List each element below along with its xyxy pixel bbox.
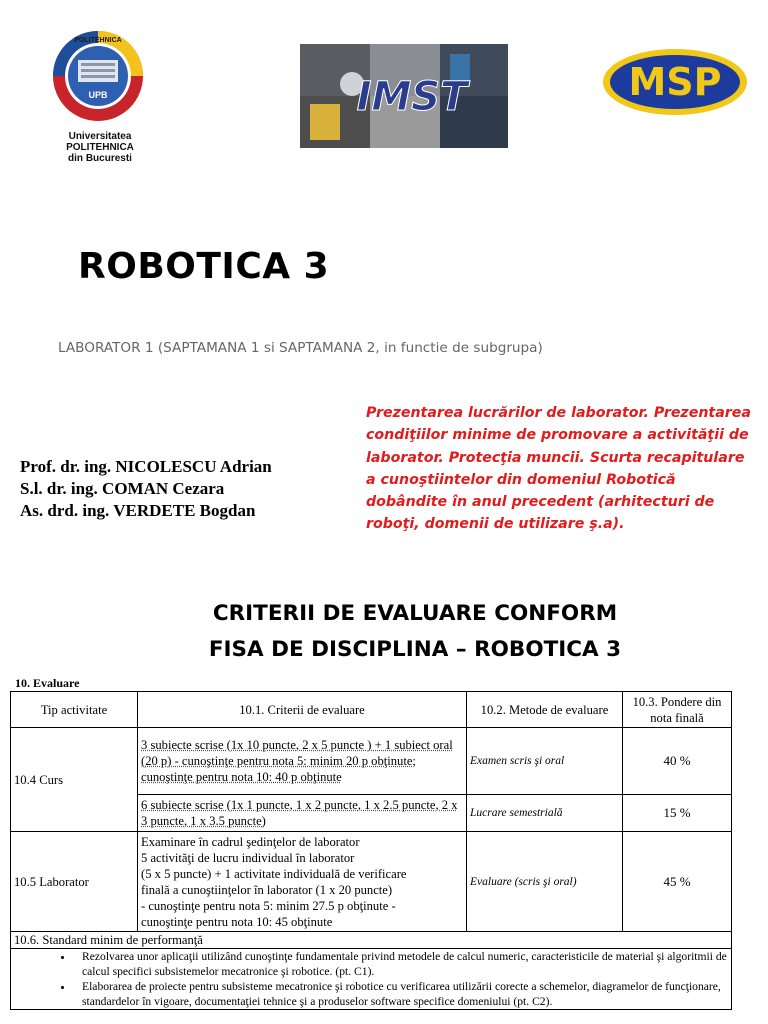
description-line: dobândite în anul precedent (arhitecturi de xyxy=(366,494,715,511)
upb-caption-line: din Bucuresti xyxy=(68,153,132,164)
criteria-title-line: CRITERII DE EVALUARE CONFORM xyxy=(212,601,618,626)
staff-member: S.l. dr. ing. COMAN Cezara xyxy=(20,479,225,498)
table-row xyxy=(11,832,732,932)
weight-curs-exam: 40 % xyxy=(623,728,732,795)
header-methods: 10.2. Metode de evaluare xyxy=(467,692,623,728)
staff-member: As. drd. ing. VERDETE Bogdan xyxy=(20,501,256,520)
evaluation-table xyxy=(10,691,732,1010)
criteria-line: - cunoştinţe pentru nota 5: minim 27.5 p obţinute - xyxy=(141,898,396,913)
lab-description xyxy=(366,402,764,536)
staff-list xyxy=(20,456,272,522)
upb-ring-text: POLITEHNICA xyxy=(74,37,122,44)
upb-caption xyxy=(40,131,160,164)
page-title: ROBOTICA 3 xyxy=(78,246,330,287)
list-item: • Elaborarea de proiecte pentru subsisteme mecatronice şi robotice cu verificarea utilizării corecte a schemelor, diagramelor de funcţionare, standardelor în vigoare, documentaţiei tehnice şi a produselor software specifice domeniului (pt. C2). xyxy=(74,979,728,1009)
msp-text: MSP xyxy=(628,60,722,104)
criteria-laborator xyxy=(138,832,467,932)
criteria-title-line: FISA DE DISCIPLINA – ROBOTICA 3 xyxy=(208,637,622,662)
criteria-text: 3 subiecte scrise (1x 10 puncte, 2 x 5 puncte ) + 1 subiect oral (20 p) - cunoştinţe pentru nota 5: minim 20 p obţinute; cunoştinţe pentru nota 10: 40 p obţinute xyxy=(141,738,453,784)
lab-subtitle: LABORATOR 1 (SAPTAMANA 1 si SAPTAMANA 2, in functie de subgrupa) xyxy=(58,340,543,356)
method-curs-paper: Lucrare semestrială xyxy=(467,795,623,832)
header-type: Tip activitate xyxy=(11,692,138,728)
header-criteria: 10.1. Criterii de evaluare xyxy=(138,692,467,728)
upb-logo xyxy=(52,30,144,122)
upb-caption-line: Universitatea xyxy=(68,131,132,142)
imst-logo xyxy=(300,44,508,148)
criteria-line: finală a cunoştiinţelor în laborator (1 x 20 puncte) xyxy=(141,882,393,897)
description-line: a cunoştiintelor din domeniul Robotică xyxy=(366,471,676,488)
criteria-line: cunoştinţe pentru nota 10: 45 obţinute xyxy=(141,914,333,929)
standard-list xyxy=(14,949,728,1009)
table-row xyxy=(11,728,732,795)
evaluation-heading: 10. Evaluare xyxy=(15,676,80,690)
weight-curs-paper: 15 % xyxy=(623,795,732,832)
msp-logo xyxy=(602,48,748,116)
row-label-curs: 10.4 Curs xyxy=(11,728,138,832)
staff-member: Prof. dr. ing. NICOLESCU Adrian xyxy=(20,457,272,476)
criteria-curs-exam xyxy=(138,728,467,795)
standard-heading: 10.6. Standard minim de performanţă xyxy=(11,932,732,949)
method-curs-exam: Examen scris şi oral xyxy=(467,728,623,795)
description-line: condiţiilor minime de promovare a activităţii de xyxy=(366,427,749,444)
table-header-row xyxy=(11,692,732,728)
criteria-text: 6 subiecte scrise (1x 1 puncte, 1 x 2 puncte, 1 x 2.5 puncte, 2 x 3 puncte, 1 x 3.5 puncte) xyxy=(141,798,458,828)
list-item: • Rezolvarea unor aplicaţii utilizând cunoştinţe fundamentale privind metodele de calcul numeric, caracteristicile de material şi algoritmii de calcul specifici subsistemelor mecatronice şi robotice. (pt. C1). xyxy=(74,949,728,979)
criteria-title xyxy=(0,596,768,668)
criteria-line: 5 activităţi de lucru individual în laborator xyxy=(141,850,355,865)
header-weight: 10.3. Pondere din nota finală xyxy=(623,692,732,728)
table-row xyxy=(11,949,732,1010)
description-line: Prezentarea lucrărilor de laborator. Prezentarea xyxy=(366,405,751,421)
criteria-line: (5 x 5 puncte) + 1 activitate individuală de verificare xyxy=(141,866,407,881)
row-label-laborator: 10.5 Laborator xyxy=(11,832,138,932)
upb-inner-text: UPB xyxy=(88,90,108,100)
weight-laborator: 45 % xyxy=(623,832,732,932)
upb-caption-line: POLITEHNICA xyxy=(66,142,134,153)
criteria-line: Examinare în cadrul şedinţelor de laborator xyxy=(141,834,360,849)
description-line: laborator. Protecţia muncii. Scurta recapitulare xyxy=(366,449,745,466)
table-row xyxy=(11,932,732,949)
criteria-curs-paper xyxy=(138,795,467,832)
standard-items-cell xyxy=(11,949,732,1010)
imst-text: IMST xyxy=(356,74,468,120)
description-line: roboţi, domenii de utilizare ş.a). xyxy=(366,516,625,533)
method-laborator: Evaluare (scris şi oral) xyxy=(467,832,623,932)
